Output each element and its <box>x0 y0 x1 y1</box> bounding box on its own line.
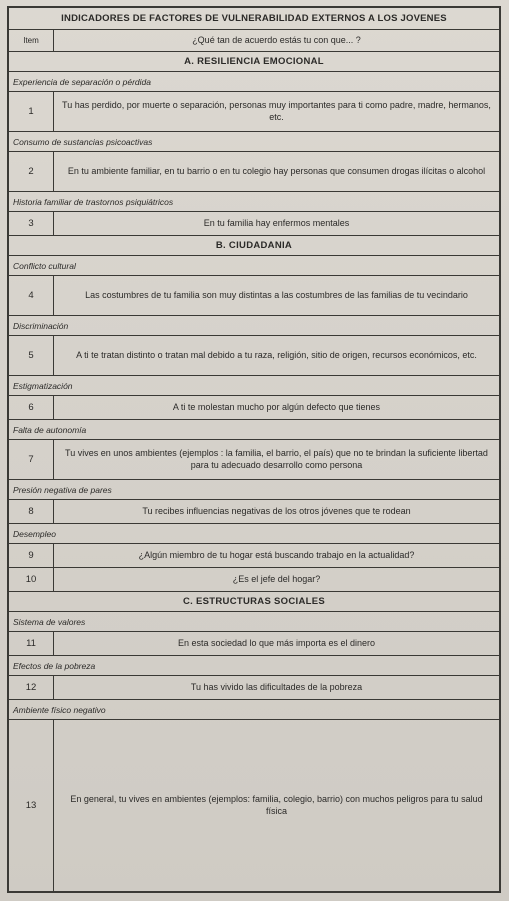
item-text: ¿Es el jefe del hogar? <box>232 573 321 584</box>
category-label: Ambiente físico negativo <box>9 700 499 720</box>
table-row <box>9 152 499 192</box>
item-number: 7 <box>9 440 54 479</box>
category-label: Conflicto cultural <box>9 256 499 276</box>
item-text: En esta sociedad lo que más importa es el dinero <box>177 637 376 648</box>
category-label: Historia familiar de trastornos psiquiátricos <box>9 192 499 212</box>
table-row <box>9 212 499 236</box>
table-title-text: INDICADORES DE FACTORES DE VULNERABILIDAD EXTERNOS A LOS JOVENES <box>61 13 447 24</box>
item-number: 1 <box>9 92 54 131</box>
item-number: 11 <box>9 632 54 655</box>
item-text: En tu ambiente familiar, en tu barrio o en tu colegio hay personas que consumen drogas ilícitas o alcohol <box>67 165 486 176</box>
category-label: Desempleo <box>9 524 499 544</box>
item-number: 13 <box>9 720 54 891</box>
item-number: 6 <box>9 396 54 419</box>
item-text: Las costumbres de tu familia son muy distintas a las costumbres de las familias de tu vecindario <box>85 289 468 300</box>
item-number: 2 <box>9 152 54 191</box>
category-label: Falta de autonomía <box>9 420 499 440</box>
category-label: Experiencia de separación o pérdida <box>9 72 499 92</box>
category-label: Discriminación <box>9 316 499 336</box>
item-number: 3 <box>9 212 54 235</box>
item-text: Tu has perdido, por muerte o separación, personas muy importantes para ti como padre, madre, hermanos, etc. <box>62 100 491 122</box>
category-label: Presión negativa de pares <box>9 480 499 500</box>
table-row <box>9 336 499 376</box>
item-text: En tu familia hay enfermos mentales <box>203 217 350 228</box>
table-row <box>9 440 499 480</box>
table-row <box>9 568 499 592</box>
item-number: 10 <box>9 568 54 591</box>
section-heading: B. CIUDADANIA <box>9 236 499 256</box>
question-column-header: ¿Qué tan de acuerdo estás tu con que... ? <box>192 34 361 45</box>
category-label: Consumo de sustancias psicoactivas <box>9 132 499 152</box>
table-row <box>9 720 499 891</box>
item-column-header: Item <box>9 30 54 51</box>
item-number: 8 <box>9 500 54 523</box>
section-heading: C. ESTRUCTURAS SOCIALES <box>9 592 499 612</box>
table-row <box>9 92 499 132</box>
item-number: 9 <box>9 544 54 567</box>
item-text: ¿Algún miembro de tu hogar está buscando trabajo en la actualidad? <box>138 549 415 560</box>
item-number: 12 <box>9 676 54 699</box>
table-row <box>9 396 499 420</box>
table-row <box>9 632 499 656</box>
table-row <box>9 544 499 568</box>
table-title <box>9 8 499 30</box>
item-text: Tu vives en unos ambientes (ejemplos : la familia, el barrio, el país) que no te brindan la suficiente libertad para tu adecuado desarrollo como persona <box>65 448 488 470</box>
item-number: 4 <box>9 276 54 315</box>
table-header <box>9 30 499 52</box>
table-row <box>9 276 499 316</box>
category-label: Estigmatización <box>9 376 499 396</box>
item-text: Tu recibes influencias negativas de los otros jóvenes que te rodean <box>142 505 411 516</box>
category-label: Efectos de la pobreza <box>9 656 499 676</box>
item-number: 5 <box>9 336 54 375</box>
table-row <box>9 676 499 700</box>
item-text: Tu has vivido las dificultades de la pobreza <box>190 681 363 692</box>
category-label: Sistema de valores <box>9 612 499 632</box>
item-text: En general, tu vives en ambientes (ejemplos: familia, colegio, barrio) con muchos peligros para tu salud física <box>70 794 483 816</box>
indicators-table <box>7 6 501 893</box>
section-heading: A. RESILIENCIA EMOCIONAL <box>9 52 499 72</box>
item-text: A ti te molestan mucho por algún defecto que tienes <box>172 401 381 412</box>
item-text: A ti te tratan distinto o tratan mal debido a tu raza, religión, sitio de origen, recursos económicos, etc. <box>76 349 477 360</box>
table-row <box>9 500 499 524</box>
